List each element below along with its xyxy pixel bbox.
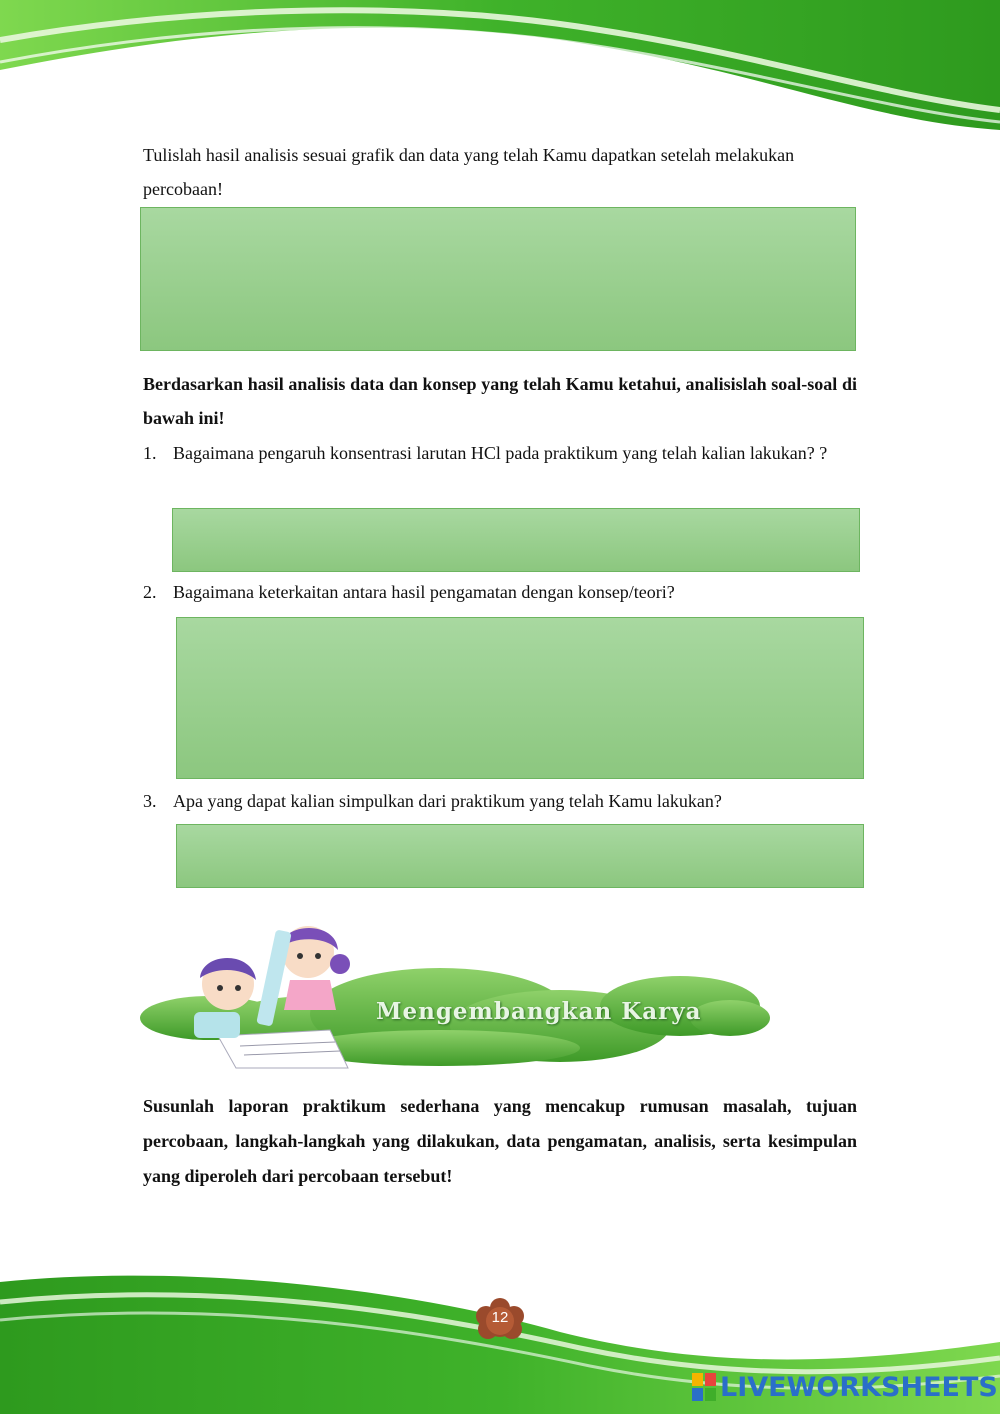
question-3	[143, 784, 857, 818]
question-1-number: 1.	[143, 443, 157, 463]
analysis-heading: Berdasarkan hasil analisis data dan konsep yang telah Kamu ketahui, analisislah soal-soal di bawah ini!	[143, 374, 857, 428]
analysis-answer-box[interactable]	[140, 207, 856, 351]
question-2-text: Bagaimana keterkaitan antara hasil pengamatan dengan konsep/teori?	[173, 582, 675, 602]
question-1	[143, 436, 857, 470]
liveworksheets-brand	[692, 1370, 998, 1404]
liveworksheets-logo-icon	[692, 1373, 716, 1401]
question-2-number: 2.	[143, 582, 157, 602]
intro-paragraph	[143, 138, 857, 206]
question-1-text: Bagaimana pengaruh konsentrasi larutan HCl pada praktikum yang telah kalian lakukan? ?	[173, 443, 828, 463]
page-number: 12	[491, 1309, 509, 1326]
task-paragraph: Susunlah laporan praktikum sederhana yang mencakup rumusan masalah, tujuan percobaan, langkah-langkah yang dilakukan, data pengamatan, analisis, serta kesimpulan yang diperoleh dari percobaan tersebut!	[143, 1096, 857, 1186]
question-2	[143, 575, 857, 609]
question-3-text: Apa yang dapat kalian simpulkan dari praktikum yang telah Kamu lakukan?	[173, 791, 722, 811]
answer-box-3[interactable]	[176, 824, 864, 888]
intro-line-1: Tulislah hasil analisis sesuai grafik dan data yang telah Kamu dapatkan setelah melakukan	[143, 145, 795, 165]
answer-box-1[interactable]	[172, 508, 860, 572]
top-wave-decoration	[0, 0, 1000, 140]
intro-line-2: percobaan!	[143, 179, 223, 199]
question-3-number: 3.	[143, 791, 157, 811]
banner-title: Mengembangkan Karya	[376, 998, 702, 1025]
answer-box-2[interactable]	[176, 617, 864, 779]
brand-name: LIVEWORKSHEETS	[720, 1371, 998, 1403]
